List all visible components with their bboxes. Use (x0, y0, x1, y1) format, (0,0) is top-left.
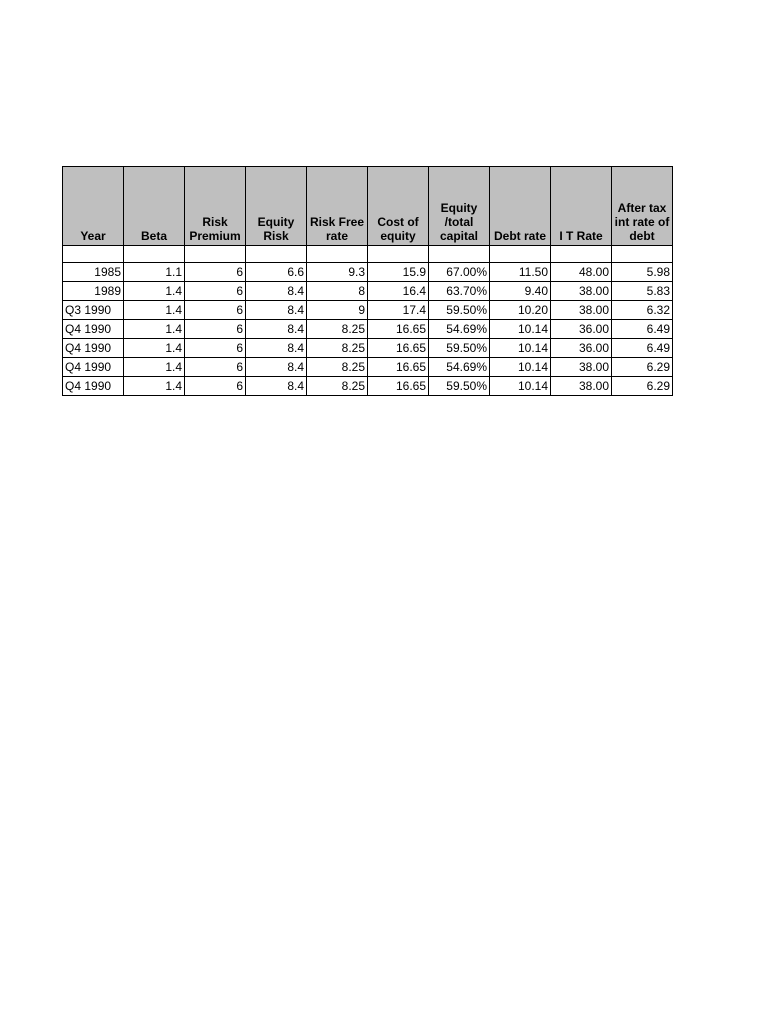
table-row (63, 339, 673, 358)
cell-after-tax-int-rate: 5.83 (612, 282, 673, 301)
empty-cell (124, 246, 185, 263)
cell-debt-rate: 10.20 (490, 301, 551, 320)
table-row (63, 263, 673, 282)
cell-year: 1989 (63, 282, 124, 301)
cell-risk-free-rate: 9 (307, 301, 368, 320)
header-risk-free-rate: Risk Free rate (307, 167, 368, 246)
table-row (63, 301, 673, 320)
cell-equity-risk: 8.4 (246, 377, 307, 396)
header-risk-premium: Risk Premium (185, 167, 246, 246)
cell-beta: 1.4 (124, 320, 185, 339)
cell-beta: 1.4 (124, 301, 185, 320)
cell-risk-premium: 6 (185, 377, 246, 396)
header-equity-total-capital: Equity /total capital (429, 167, 490, 246)
cell-equity-risk: 8.4 (246, 282, 307, 301)
cell-cost-of-equity: 16.65 (368, 377, 429, 396)
cell-it-rate: 38.00 (551, 358, 612, 377)
cell-risk-free-rate: 8.25 (307, 320, 368, 339)
cell-equity-risk: 8.4 (246, 301, 307, 320)
header-after-tax-int-rate: After tax int rate of debt (612, 167, 673, 246)
empty-cell (307, 246, 368, 263)
cell-risk-free-rate: 8.25 (307, 358, 368, 377)
cell-it-rate: 36.00 (551, 339, 612, 358)
cell-risk-free-rate: 8 (307, 282, 368, 301)
empty-cell (63, 246, 124, 263)
cell-risk-premium: 6 (185, 339, 246, 358)
cell-equity-risk: 8.4 (246, 339, 307, 358)
cell-beta: 1.4 (124, 282, 185, 301)
cell-risk-premium: 6 (185, 301, 246, 320)
header-beta: Beta (124, 167, 185, 246)
header-row (63, 167, 673, 246)
cell-cost-of-equity: 15.9 (368, 263, 429, 282)
empty-cell (185, 246, 246, 263)
cell-equity-total-capital: 59.50% (429, 301, 490, 320)
cell-year: Q4 1990 (63, 320, 124, 339)
cell-risk-premium: 6 (185, 282, 246, 301)
cell-equity-risk: 6.6 (246, 263, 307, 282)
cell-debt-rate: 10.14 (490, 358, 551, 377)
cell-after-tax-int-rate: 6.29 (612, 358, 673, 377)
cell-beta: 1.4 (124, 358, 185, 377)
cell-equity-total-capital: 59.50% (429, 377, 490, 396)
cell-equity-risk: 8.4 (246, 320, 307, 339)
cell-risk-free-rate: 8.25 (307, 339, 368, 358)
cell-cost-of-equity: 16.65 (368, 358, 429, 377)
cell-equity-total-capital: 63.70% (429, 282, 490, 301)
cell-beta: 1.1 (124, 263, 185, 282)
table-row (63, 377, 673, 396)
empty-cell (551, 246, 612, 263)
cell-after-tax-int-rate: 6.49 (612, 320, 673, 339)
empty-cell (429, 246, 490, 263)
cell-debt-rate: 9.40 (490, 282, 551, 301)
cell-risk-free-rate: 8.25 (307, 377, 368, 396)
cell-cost-of-equity: 16.4 (368, 282, 429, 301)
cell-equity-risk: 8.4 (246, 358, 307, 377)
table-row (63, 320, 673, 339)
cell-equity-total-capital: 54.69% (429, 320, 490, 339)
cell-equity-total-capital: 59.50% (429, 339, 490, 358)
cell-after-tax-int-rate: 6.49 (612, 339, 673, 358)
cell-equity-total-capital: 54.69% (429, 358, 490, 377)
cell-after-tax-int-rate: 6.29 (612, 377, 673, 396)
cell-year: 1985 (63, 263, 124, 282)
cell-debt-rate: 11.50 (490, 263, 551, 282)
cell-equity-total-capital: 67.00% (429, 263, 490, 282)
cell-cost-of-equity: 16.65 (368, 320, 429, 339)
cell-risk-premium: 6 (185, 358, 246, 377)
table-row (63, 282, 673, 301)
cell-beta: 1.4 (124, 377, 185, 396)
cell-after-tax-int-rate: 6.32 (612, 301, 673, 320)
cell-it-rate: 48.00 (551, 263, 612, 282)
cell-risk-free-rate: 9.3 (307, 263, 368, 282)
cell-it-rate: 38.00 (551, 301, 612, 320)
cell-cost-of-equity: 17.4 (368, 301, 429, 320)
cell-year: Q4 1990 (63, 377, 124, 396)
data-table (62, 166, 673, 396)
header-debt-rate: Debt rate (490, 167, 551, 246)
table-row (63, 358, 673, 377)
header-year: Year (63, 167, 124, 246)
cell-cost-of-equity: 16.65 (368, 339, 429, 358)
cell-risk-premium: 6 (185, 263, 246, 282)
cell-year: Q3 1990 (63, 301, 124, 320)
header-equity-risk: Equity Risk (246, 167, 307, 246)
cell-after-tax-int-rate: 5.98 (612, 263, 673, 282)
cell-debt-rate: 10.14 (490, 339, 551, 358)
cell-it-rate: 38.00 (551, 377, 612, 396)
cell-beta: 1.4 (124, 339, 185, 358)
empty-cell (368, 246, 429, 263)
header-it-rate: I T Rate (551, 167, 612, 246)
empty-cell (612, 246, 673, 263)
cell-debt-rate: 10.14 (490, 377, 551, 396)
header-cost-of-equity: Cost of equity (368, 167, 429, 246)
cell-risk-premium: 6 (185, 320, 246, 339)
cell-it-rate: 36.00 (551, 320, 612, 339)
empty-row (63, 246, 673, 263)
cell-it-rate: 38.00 (551, 282, 612, 301)
cell-year: Q4 1990 (63, 339, 124, 358)
cell-debt-rate: 10.14 (490, 320, 551, 339)
empty-cell (490, 246, 551, 263)
empty-cell (246, 246, 307, 263)
cell-year: Q4 1990 (63, 358, 124, 377)
